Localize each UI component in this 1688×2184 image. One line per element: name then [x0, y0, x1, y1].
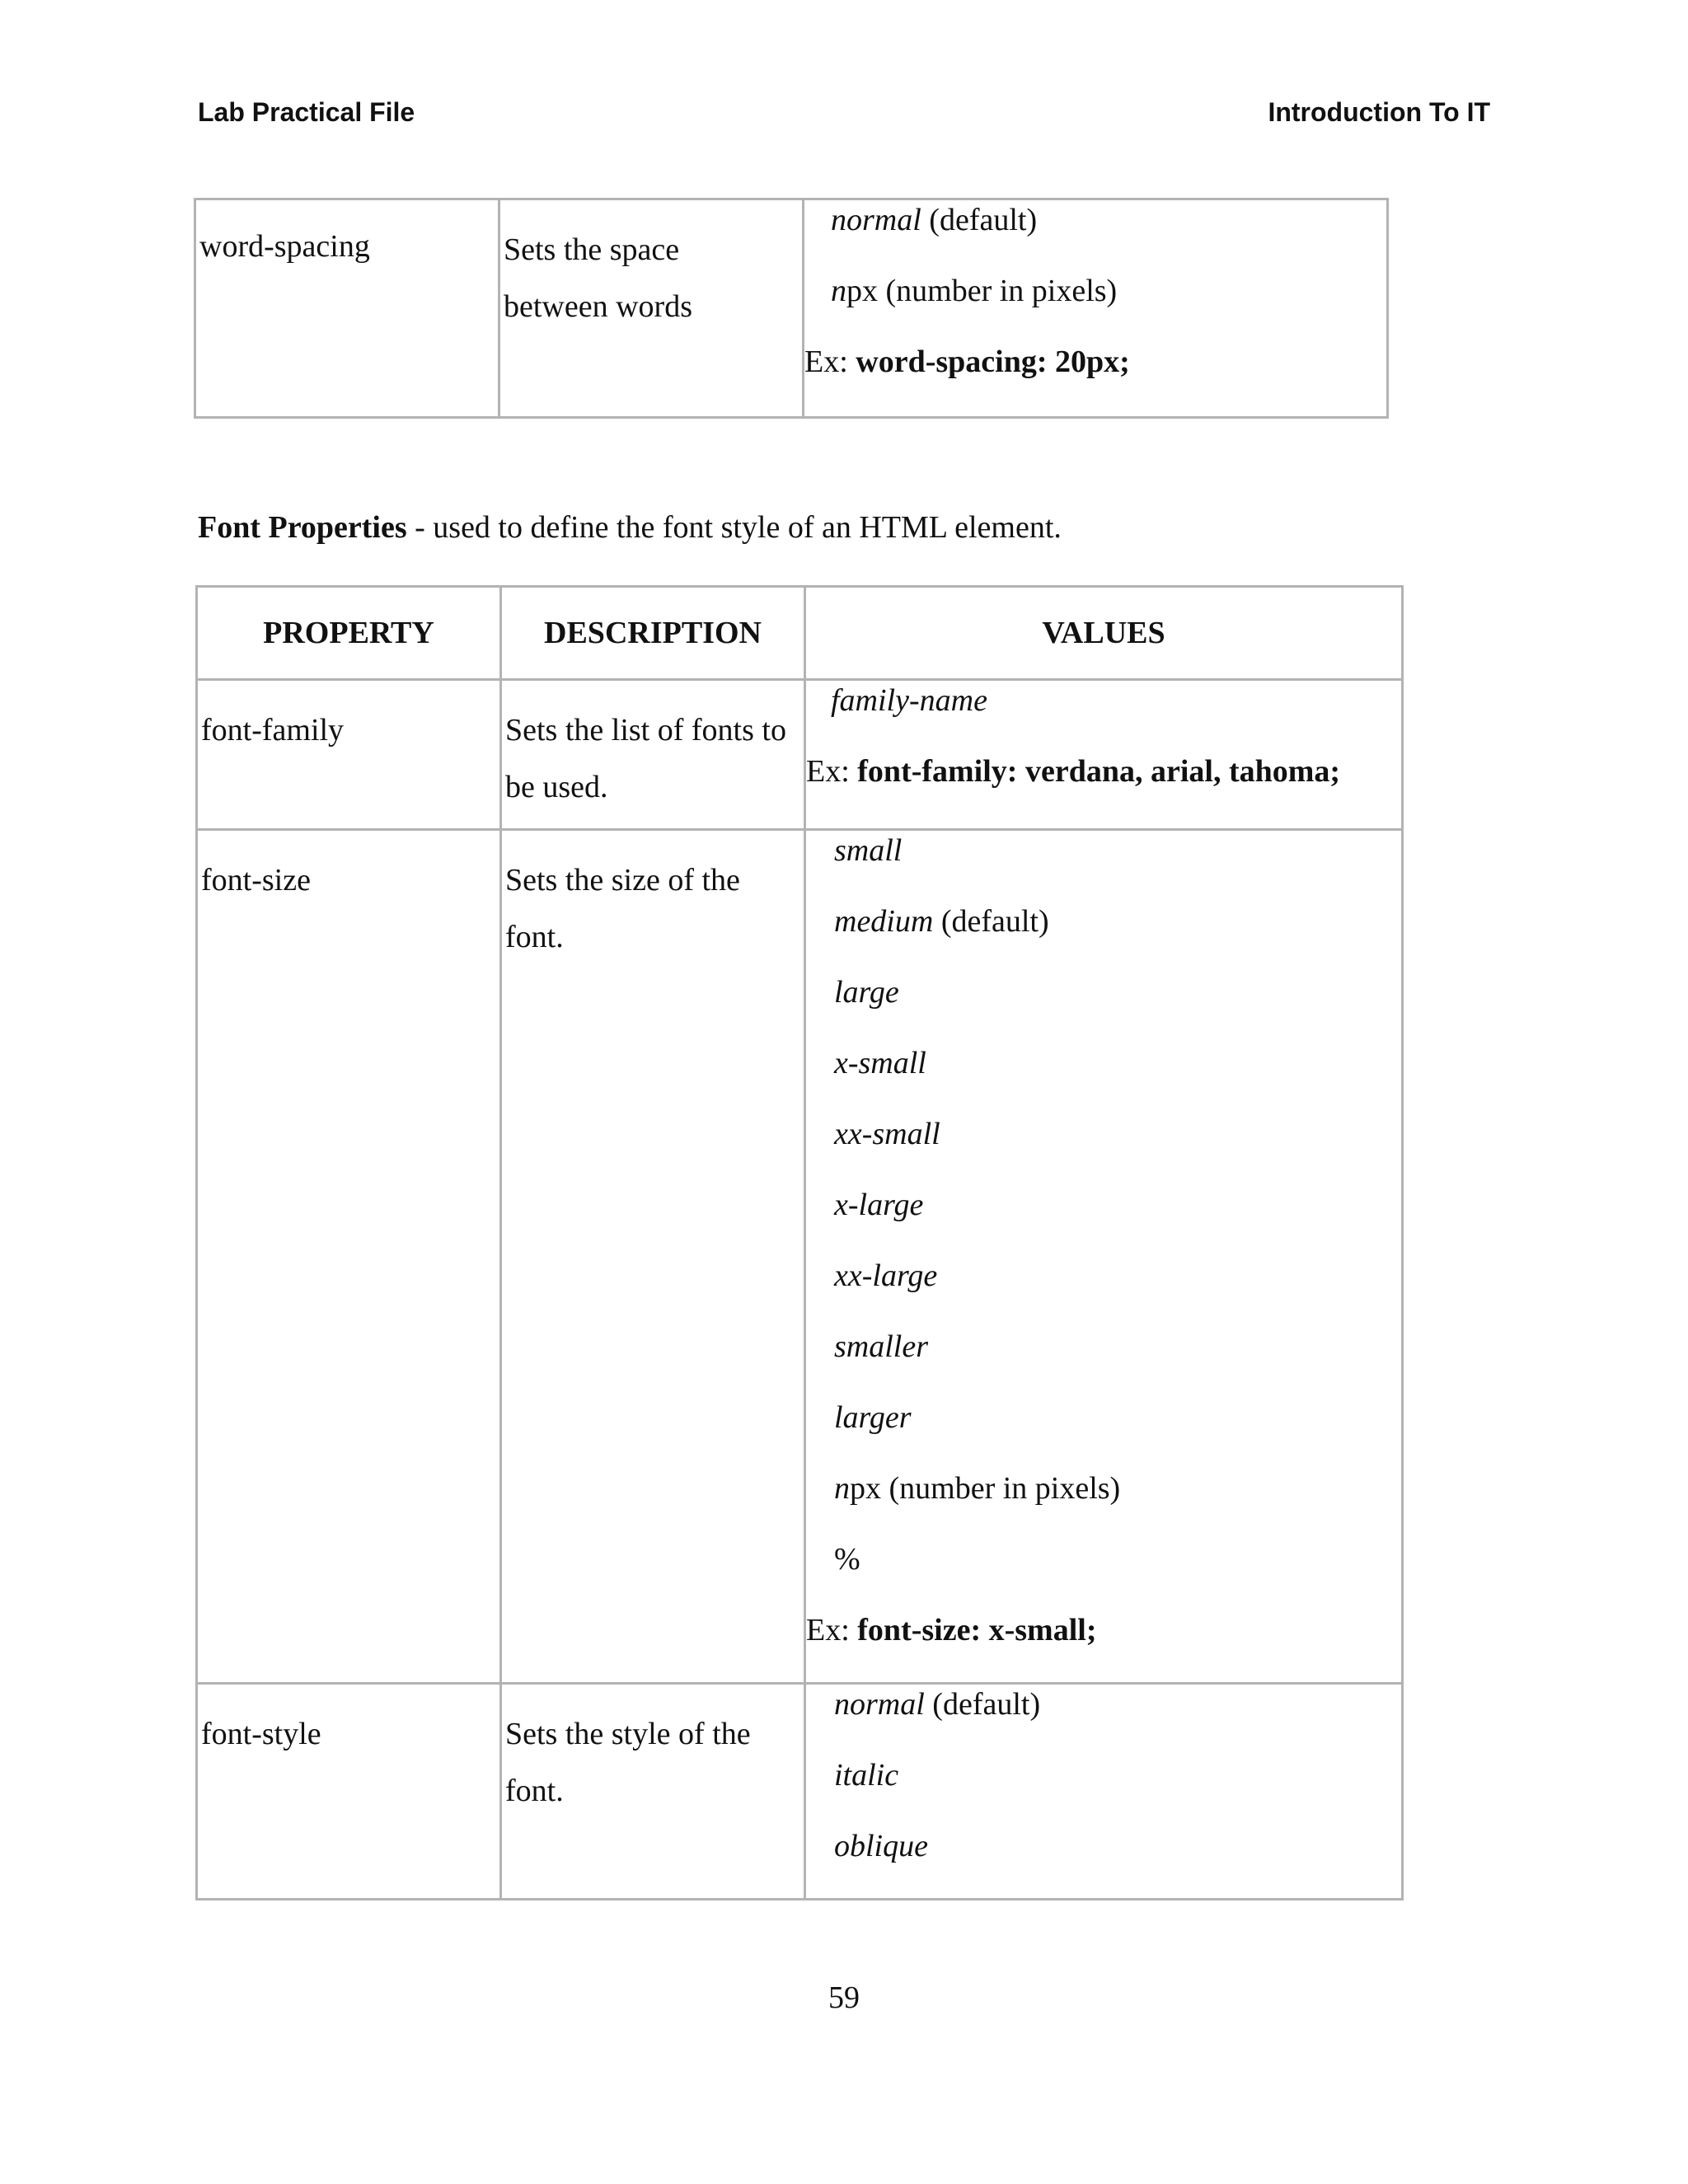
value-item: larger — [834, 1400, 912, 1435]
description-line: font. — [505, 1774, 564, 1808]
values-cell — [805, 830, 1403, 1684]
header-title-right: Introduction To IT — [1268, 97, 1490, 127]
description-line: Sets the size of the — [505, 863, 740, 898]
description-cell — [499, 199, 804, 418]
description-line: Sets the space — [504, 232, 680, 267]
property-cell — [197, 1684, 501, 1900]
values-cell — [805, 680, 1403, 830]
value-item: medium (default) — [834, 904, 1049, 939]
table-header-row — [197, 587, 1403, 680]
property-cell — [197, 830, 501, 1684]
value-item: x-small — [834, 1046, 926, 1080]
description-line: font. — [505, 920, 564, 954]
column-header: DESCRIPTION — [501, 587, 805, 680]
property-cell — [195, 199, 499, 418]
page-number: 59 — [828, 1980, 860, 2015]
description-cell — [501, 680, 805, 830]
value-item: % — [834, 1542, 860, 1577]
column-header: VALUES — [805, 587, 1403, 680]
table-row — [195, 199, 1388, 418]
description-line: Sets the style of the — [505, 1717, 751, 1751]
value-item: npx (number in pixels) — [831, 274, 1118, 308]
value-item: small — [834, 833, 903, 868]
value-item: normal (default) — [834, 1687, 1041, 1722]
description-cell — [501, 1684, 805, 1900]
description-text — [500, 200, 802, 335]
description-text — [502, 681, 804, 816]
font-properties-table — [195, 585, 1404, 1900]
table-row — [197, 830, 1403, 1684]
example-line: Ex: font-size: x-small; — [806, 1613, 1097, 1647]
description-line: be used. — [505, 770, 608, 804]
property-name: font-family — [201, 713, 345, 748]
value-item: oblique — [834, 1829, 928, 1863]
column-header: PROPERTY — [197, 587, 501, 680]
word-spacing-table — [194, 198, 1389, 419]
value-item: xx-large — [834, 1258, 938, 1293]
values-cell — [804, 199, 1388, 418]
value-item: family-name — [831, 683, 987, 718]
table-row — [197, 1684, 1403, 1900]
section-intro — [198, 509, 1062, 546]
property-name: word-spacing — [199, 229, 370, 264]
description-line: between words — [504, 289, 692, 324]
value-item: italic — [834, 1758, 899, 1793]
description-text — [502, 1685, 804, 1820]
example-line: Ex: font-family: verdana, arial, tahoma; — [806, 754, 1341, 789]
property-name: font-size — [201, 863, 311, 898]
header-title-left: Lab Practical File — [198, 97, 415, 127]
values-cell — [805, 1684, 1403, 1900]
value-item: xx-small — [834, 1117, 940, 1151]
value-item: npx (number in pixels) — [834, 1471, 1121, 1506]
section-description: - used to define the font style of an HTML element. — [406, 510, 1062, 545]
value-item: x-large — [834, 1188, 924, 1222]
value-item: smaller — [834, 1329, 928, 1364]
section-title: Font Properties — [198, 510, 407, 545]
table-row — [197, 680, 1403, 830]
description-text — [502, 831, 804, 966]
description-cell — [501, 830, 805, 1684]
property-cell — [197, 680, 501, 830]
example-line: Ex: word-spacing: 20px; — [804, 344, 1130, 379]
description-line: Sets the list of fonts to — [505, 713, 786, 748]
value-item: normal (default) — [831, 203, 1038, 237]
value-item: large — [834, 975, 899, 1010]
property-name: font-style — [201, 1717, 321, 1751]
